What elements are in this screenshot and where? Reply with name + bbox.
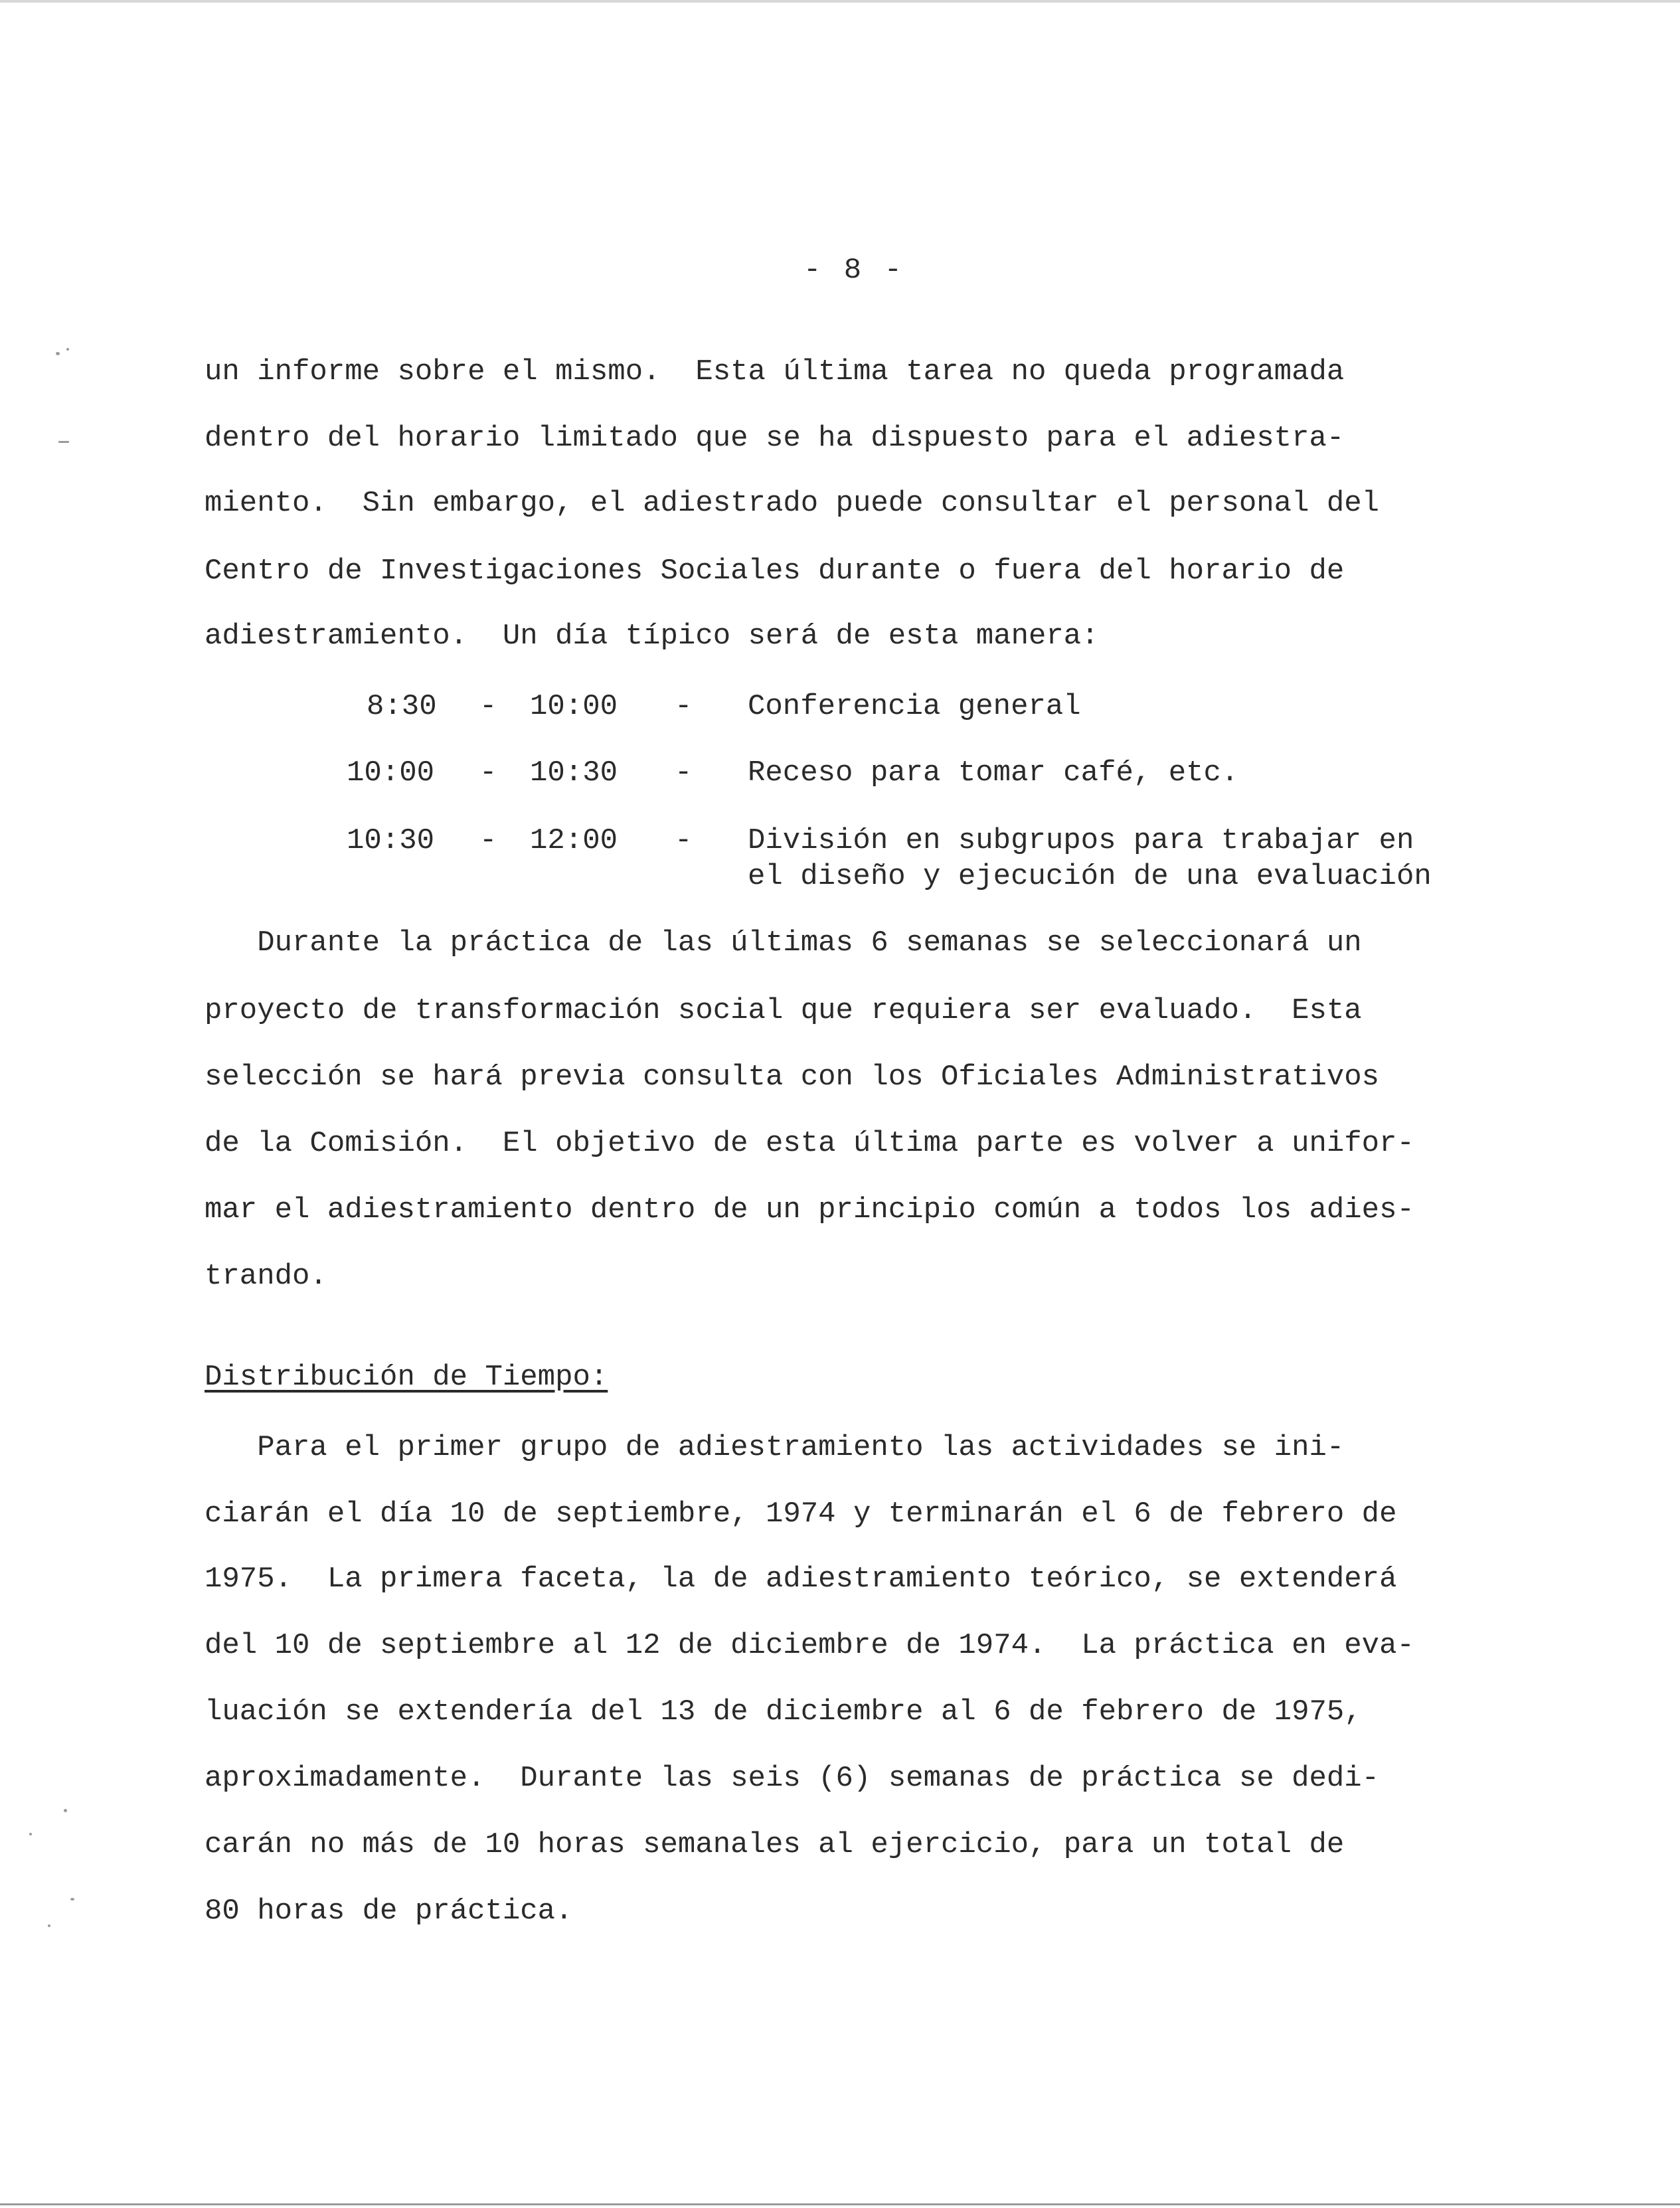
schedule-activity: Conferencia general — [748, 690, 1081, 723]
text-line: del 10 de septiembre al 12 de diciembre de 1974. La práctica en eva- — [205, 1629, 1414, 1662]
schedule-dash: - — [675, 756, 693, 790]
text-line: 80 horas de práctica. — [205, 1895, 573, 1928]
text-line: miento. Sin embargo, el adiestrado puede consultar el personal del — [205, 487, 1380, 520]
scan-speck — [66, 348, 69, 351]
scan-speck — [48, 1924, 50, 1927]
schedule-start-time: 10:00 — [347, 756, 435, 790]
schedule-separator: - — [479, 756, 497, 790]
text-line: un informe sobre el mismo. Esta última tarea no queda programada — [205, 355, 1345, 388]
schedule-start-time: 8:30 — [367, 690, 437, 723]
text-line: Centro de Investigaciones Sociales durante o fuera del horario de — [205, 554, 1345, 588]
text-line: ciarán el día 10 de septiembre, 1974 y terminarán el 6 de febrero de — [205, 1497, 1397, 1531]
scan-top-edge — [0, 0, 1680, 3]
scan-speck — [56, 352, 60, 355]
text-line: Durante la práctica de las últimas 6 semanas se seleccionará un — [205, 926, 1362, 960]
schedule-end-time: 10:30 — [530, 756, 618, 790]
text-line: adiestramiento. Un día típico será de esta manera: — [205, 620, 1099, 653]
text-line: de la Comisión. El objetivo de esta última parte es volver a unifor- — [205, 1127, 1414, 1160]
schedule-separator: - — [479, 690, 497, 723]
schedule-activity: Receso para tomar café, etc. — [748, 756, 1239, 790]
schedule-dash: - — [675, 690, 693, 723]
schedule-start-time: 10:30 — [347, 824, 435, 857]
schedule-end-time: 12:00 — [530, 824, 618, 857]
text-line: trando. — [205, 1260, 327, 1293]
section-heading: Distribución de Tiempo: — [205, 1361, 608, 1394]
text-line: mar el adiestramiento dentro de un principio común a todos los adies- — [205, 1193, 1414, 1227]
scan-speck — [29, 1833, 32, 1835]
text-line: Para el primer grupo de adiestramiento las actividades se ini- — [205, 1431, 1345, 1464]
schedule-activity: el diseño y ejecución de una evaluación — [748, 860, 1432, 893]
schedule-end-time: 10:00 — [530, 690, 618, 723]
page-number: - 8 - — [803, 254, 905, 287]
scan-speck — [64, 1809, 67, 1812]
schedule-activity: División en subgrupos para trabajar en — [748, 824, 1414, 857]
text-line: 1975. La primera faceta, la de adiestramiento teórico, se extenderá — [205, 1563, 1397, 1596]
text-line: carán no más de 10 horas semanales al ejercicio, para un total de — [205, 1828, 1345, 1861]
text-line: selección se hará previa consulta con los Oficiales Administrativos — [205, 1061, 1380, 1094]
text-line: luación se extendería del 13 de diciembre al 6 de febrero de 1975, — [205, 1695, 1362, 1729]
scan-bottom-edge — [0, 2203, 1680, 2205]
scan-speck — [70, 1898, 74, 1901]
schedule-dash: - — [675, 824, 693, 857]
scan-speck — [58, 441, 69, 443]
schedule-separator: - — [479, 824, 497, 857]
text-line: dentro del horario limitado que se ha dispuesto para el adiestra- — [205, 422, 1345, 455]
text-line: proyecto de transformación social que requiera ser evaluado. Esta — [205, 994, 1362, 1027]
text-line: aproximadamente. Durante las seis (6) semanas de práctica se dedi- — [205, 1762, 1380, 1795]
